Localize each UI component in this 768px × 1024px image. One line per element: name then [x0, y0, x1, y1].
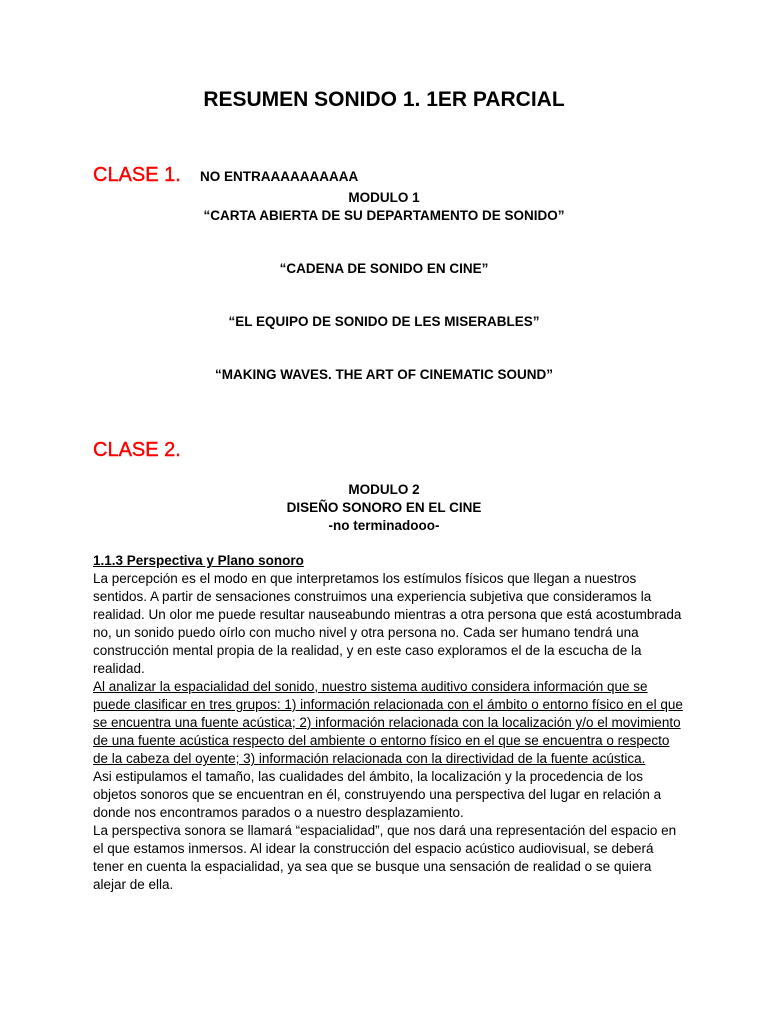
reading-item-making-waves: “MAKING WAVES. THE ART OF CINEMATIC SOUND”	[215, 367, 553, 382]
paragraph-tamano: Asi estipulamos el tamaño, las cualidades del ámbito, la localización y la procedencia de los objetos sonoros que se encuentran en él, construyendo una perspectiva del lugar en relación a donde nos encontramos parados o a nuestro desplazamiento.	[93, 769, 662, 820]
document-title: RESUMEN SONIDO 1. 1ER PARCIAL	[203, 88, 565, 111]
clase-1-note: NO ENTRAAAAAAAAAA	[200, 169, 359, 184]
modulo-2-subtitle: DISEÑO SONORO EN EL CINE	[286, 500, 482, 515]
modulo-1-heading: MODULO 1	[348, 190, 420, 205]
paragraph-percepcion: La percepción es el modo en que interpretamos los estímulos físicos que llegan a nuestros sentidos. A partir de sensaciones construimos una experiencia subjetiva que consideramos la realidad. Un olor me puede resultar nauseabundo mientras a otra persona que está acostumbrada no, un sonido puedo oírlo con mucho nivel y otra persona no. Cada ser humano tendrá una construcción mental propia de la realidad, y en este caso exploramos el de la escucha de la realidad.	[93, 571, 682, 676]
modulo-2-heading: MODULO 2	[348, 482, 420, 497]
reading-item-cadena-de-sonido: “CADENA DE SONIDO EN CINE”	[279, 261, 489, 276]
paragraph-perspectiva-sonora: La perspectiva sonora se llamará “espacialidad”, que nos dará una representación del espacio en el que estamos inmersos. Al idear la construcción del espacio acústico audiovisual, se deberá tener en cuenta la espacialidad, ya sea que se busque una sensación de realidad o se quiera alejar de ella.	[93, 823, 677, 892]
reading-item-les-miserables: “EL EQUIPO DE SONIDO DE LES MISERABLES”	[228, 314, 540, 329]
section-body	[93, 570, 683, 894]
modulo-2-status: -no terminadooo-	[328, 518, 440, 533]
clase-1-heading: CLASE 1.	[93, 164, 181, 186]
clase-2-heading: CLASE 2.	[93, 439, 181, 461]
paragraph-espacialidad-underlined: Al analizar la espacialidad del sonido, nuestro sistema auditivo considera información que se puede clasificar en tres grupos: 1) información relacionada con el ámbito o entorno físico en el que se encuentra una fuente acústica; 2) información relacionada con la localización y/o el movimiento de una fuente acústica respecto del ambiente o entorno físico en el que se encuentra o respecto de la cabeza del oyente; 3) información relacionada con la directividad de la fuente acústica.	[93, 679, 683, 766]
reading-item-carta-abierta: “CARTA ABIERTA DE SU DEPARTAMENTO DE SONIDO”	[203, 208, 565, 223]
section-heading-perspectiva: 1.1.3 Perspectiva y Plano sonoro	[93, 553, 304, 568]
